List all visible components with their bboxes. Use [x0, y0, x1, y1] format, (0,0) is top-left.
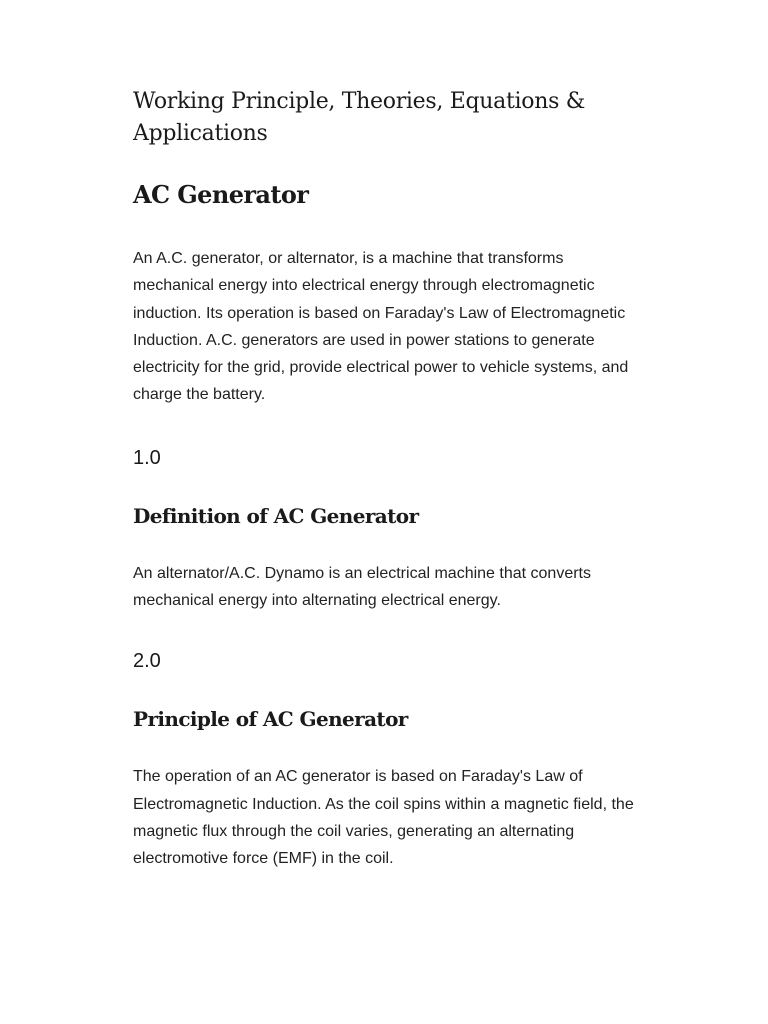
page-subtitle: Working Principle, Theories, Equations & Applications	[133, 89, 586, 146]
section-number: 1.0	[133, 446, 161, 469]
section-paragraph: The operation of an AC generator is based on Faraday's Law of Electromagnetic Induction. As the coil spins within a magnetic field, the magnetic flux through the coil varies, generating an alternating electromotive force (EMF) in the coil.	[133, 768, 634, 868]
section-paragraph: An alternator/A.C. Dynamo is an electrical machine that converts mechanical energy into alternating electrical energy.	[133, 564, 591, 610]
intro-paragraph: An A.C. generator, or alternator, is a machine that transforms mechanical energy into electrical energy through electromagnetic induction. Its operation is based on Faraday's Law of Electromagnetic Induction. A.C. generators are used in power stations to generate electricity for the grid, provide electrical power to vehicle systems, and charge the battery.	[133, 250, 629, 404]
section-definition	[133, 444, 643, 615]
section-heading: Definition of AC Generator	[133, 503, 419, 528]
page-title: AC Generator	[133, 180, 309, 209]
article	[133, 86, 643, 873]
section-number: 2.0	[133, 650, 161, 673]
section-principle	[133, 647, 643, 872]
section-heading: Principle of AC Generator	[133, 707, 408, 732]
